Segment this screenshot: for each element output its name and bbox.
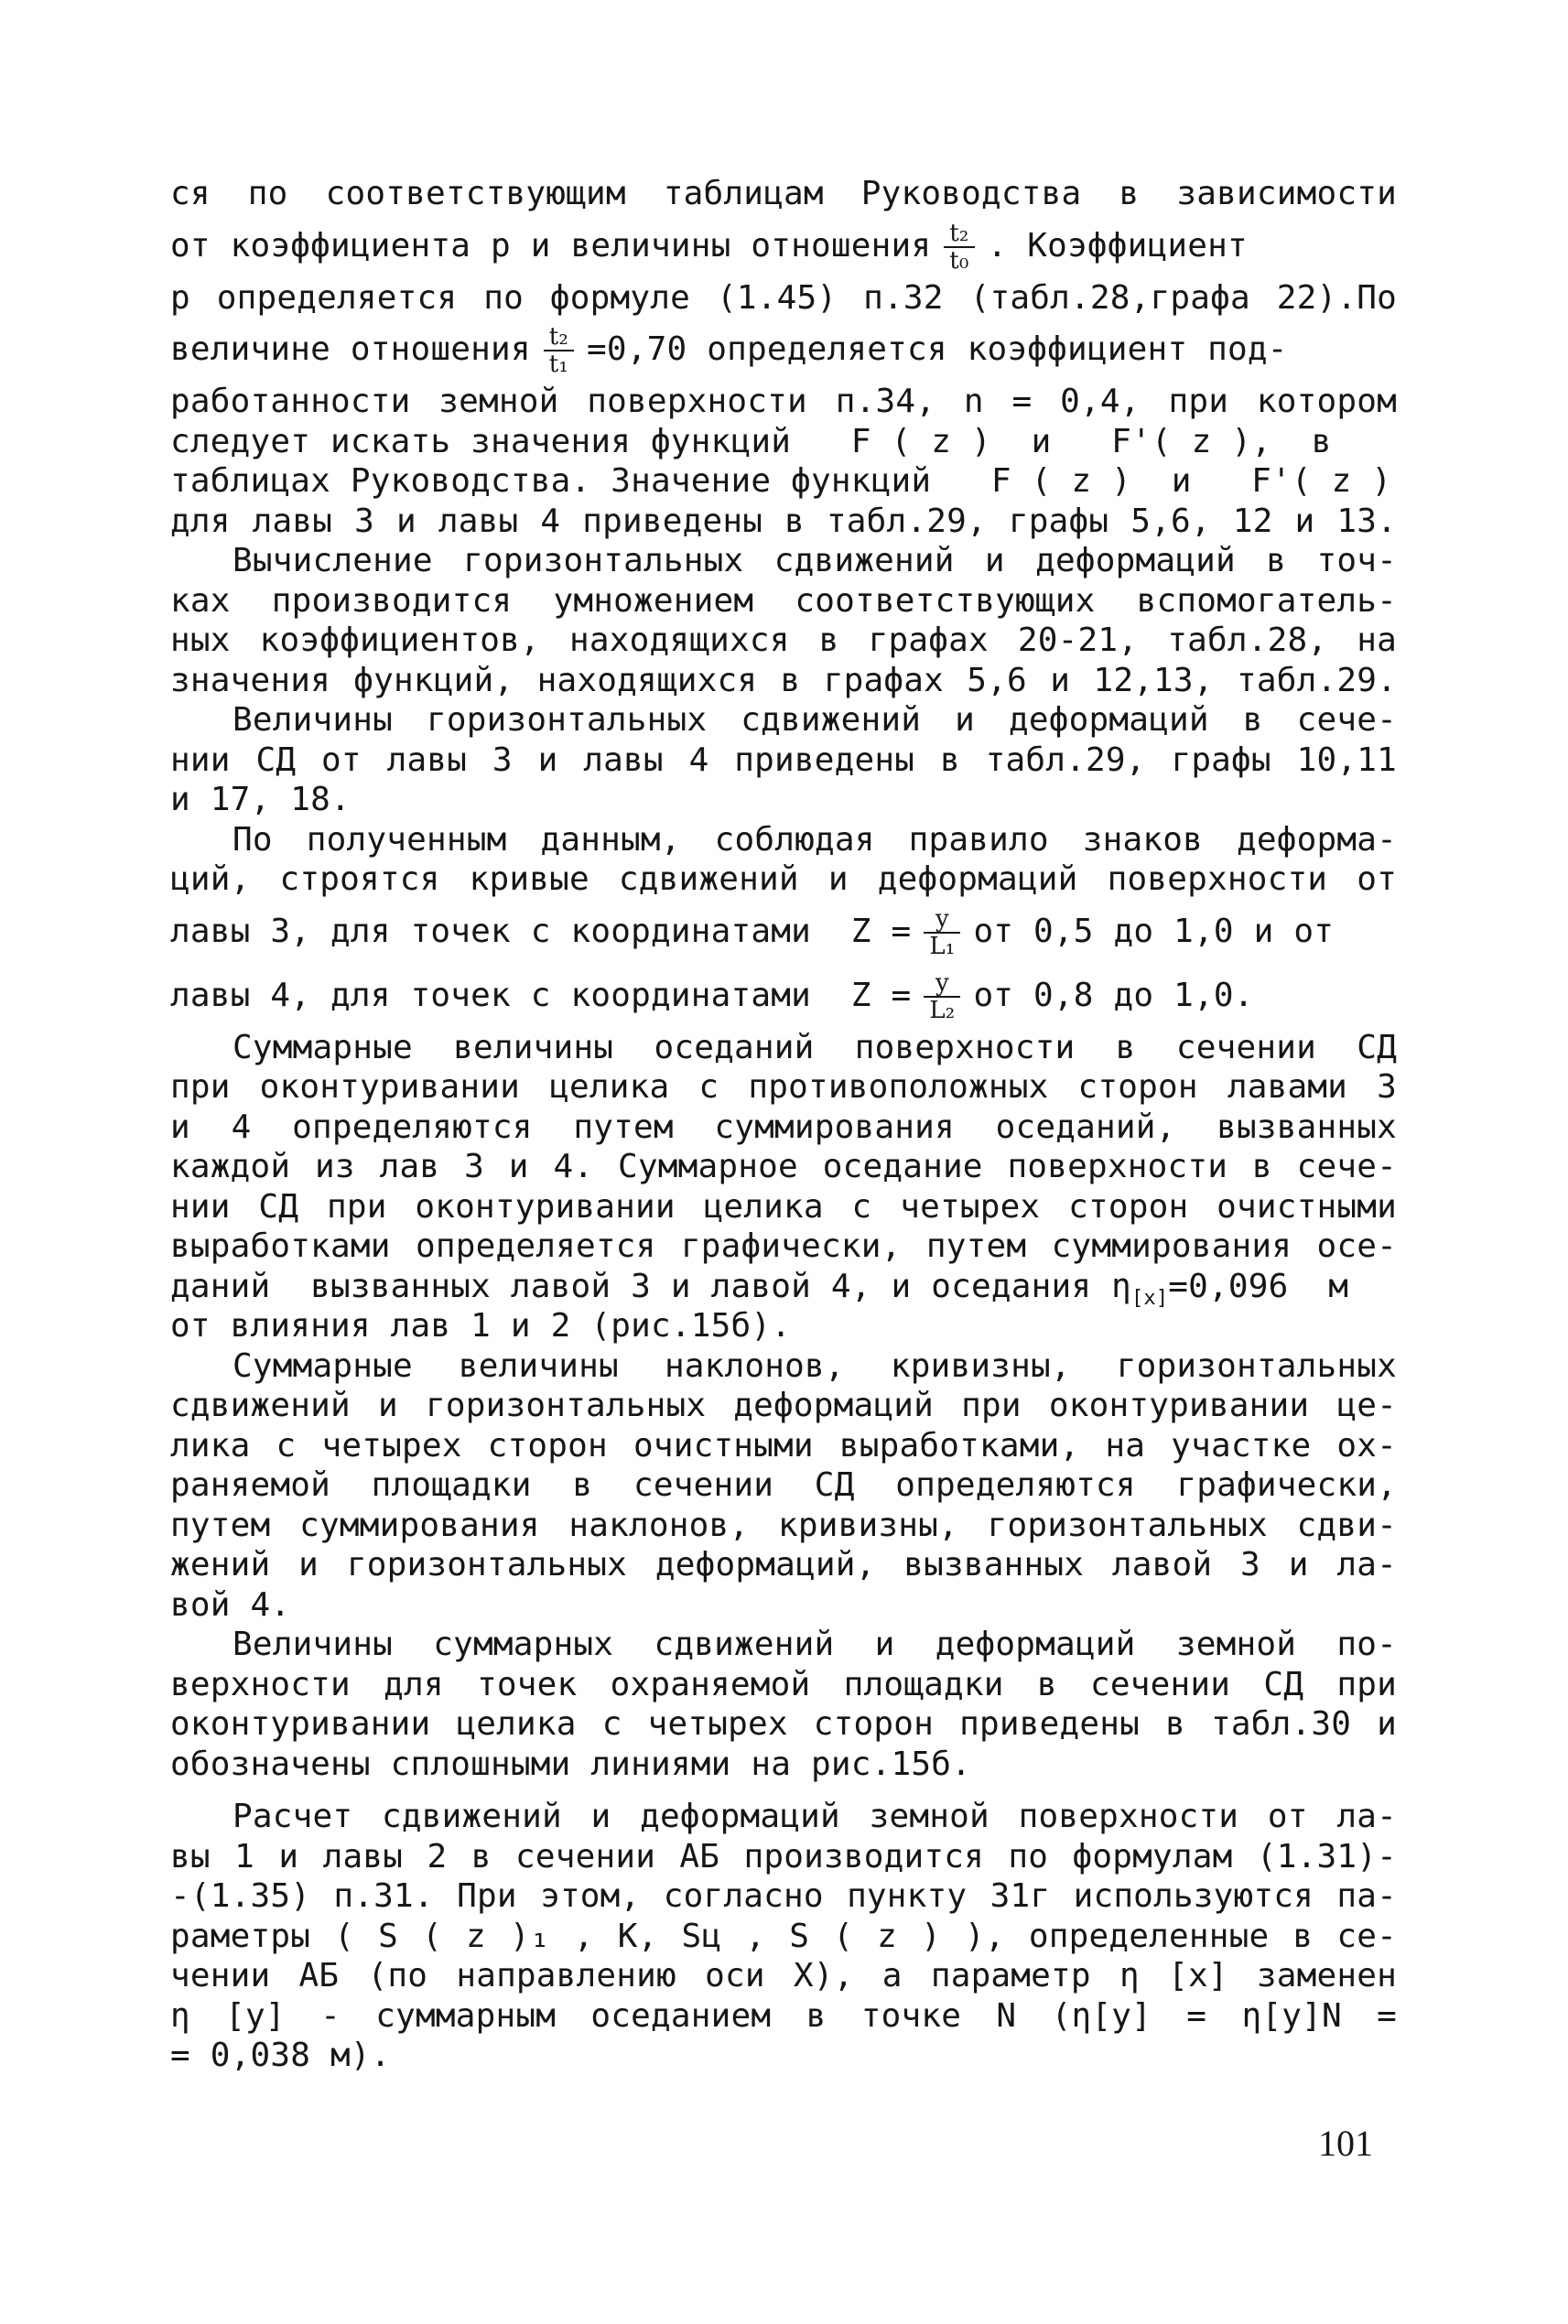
- text-line: [170, 214, 1397, 278]
- text-line: = 0,038 м).: [170, 2037, 391, 2074]
- text-line: каждой из лав 3 и 4. Суммарное оседание поверхности в сече-: [170, 1148, 1397, 1185]
- text-segment: . Коэффициент: [987, 226, 1248, 265]
- text-line: следует искать значения функций F ( z ) и F'( z ), в: [170, 422, 1332, 460]
- text-line: при оконтуривании целика с противоположных сторон лавами 3: [170, 1068, 1397, 1106]
- text-line: р определяется по формуле (1.45) п.32 (табл.28,графа 22).По: [170, 278, 1397, 317]
- text-line: от влияния лав 1 и 2 (рис.15б).: [170, 1307, 792, 1345]
- text-segment: от 0,5 до 1,0 и от: [973, 912, 1335, 950]
- text-line: обозначены сплошными линиями на рис.15б.: [170, 1745, 971, 1783]
- text-line: Суммарные величины наклонов, кривизны, горизонтальных: [232, 1346, 1397, 1385]
- text-line: Расчет сдвижений и деформаций земной поверхности от ла-: [232, 1798, 1397, 1835]
- text-line: для лавы 3 и лавы 4 приведены в табл.29, графы 5,6, 12 и 13.: [170, 502, 1397, 540]
- page-body: [170, 174, 1397, 2076]
- text-line: выработками определяется графически, путем суммирования осе-: [170, 1227, 1397, 1265]
- text-line: жений и горизонтальных деформаций, вызванных лавой 3 и ла-: [170, 1546, 1397, 1584]
- text-line: ных коэффициентов, находящихся в графах 20-21, табл.28, на: [170, 622, 1397, 659]
- text-line: нии СД при оконтуривании целика с четырех сторон очистными: [170, 1187, 1397, 1226]
- text-line: путем суммирования наклонов, кривизны, горизонтальных сдви-: [170, 1506, 1397, 1544]
- text-line: и 4 определяются путем суммирования оседаний, вызванных: [170, 1108, 1397, 1146]
- fraction-y-L2: [924, 970, 960, 1023]
- text-segment: лавы 3, для точек с координатами Z =: [170, 912, 912, 950]
- text-line: Вычисление горизонтальных сдвижений и деформаций в точ-: [232, 542, 1397, 579]
- text-line: лика с четырех сторон очистными выработками, на участке ох-: [170, 1426, 1397, 1465]
- text-line: [170, 964, 1397, 1028]
- text-line: оконтуривании целика с четырех сторон приведены в табл.30 и: [170, 1705, 1397, 1743]
- fraction-numerator: t₂: [944, 221, 974, 248]
- text-line: значения функций, находящихся в графах 5,6 и 12,13, табл.29.: [170, 661, 1397, 699]
- fraction-y-L1: [924, 906, 960, 959]
- text-line: По полученным данным, соблюдая правило знаков деформа-: [232, 820, 1397, 859]
- text-line: ций, строятся кривые сдвижений и деформаций поверхности от: [170, 860, 1397, 898]
- text-segment: =0,70 определяется коэффициент под-: [587, 330, 1288, 368]
- fraction-denominator: L₁: [929, 932, 956, 960]
- page-number: 101: [1318, 2123, 1373, 2164]
- text-segment: от коэффициента р и величины отношения: [170, 226, 932, 265]
- text-line: [170, 900, 1397, 964]
- fraction-t2-t0: [944, 221, 974, 274]
- text-line: η [y] - суммарным оседанием в точке N (η[y] = η[y]N =: [170, 1996, 1397, 2035]
- fraction-numerator: y: [924, 906, 960, 934]
- fraction-numerator: t₂: [544, 324, 574, 351]
- text-line: вой 4.: [170, 1585, 291, 1624]
- text-line: ках производится умножением соответствующих вспомогатель-: [170, 581, 1397, 620]
- text-line: Суммарные величины оседаний поверхности в сечении СД: [232, 1028, 1397, 1066]
- fraction-numerator: y: [924, 970, 960, 998]
- text-line: [170, 1267, 1397, 1310]
- text-line: Величины горизонтальных сдвижений и деформаций в сече-: [232, 701, 1397, 739]
- fraction-t2-t1: [544, 324, 574, 377]
- text-segment: даний вызванных лавой 3 и лавой 4, и оседания η: [170, 1267, 1131, 1305]
- text-line: [170, 318, 1397, 382]
- text-line: ся по соответствующим таблицам Руководства в зависимости: [170, 175, 1397, 212]
- text-line: чении АБ (по направлению оси X), а параметр η [x] заменен: [170, 1957, 1397, 1994]
- text-line: -(1.35) п.31. При этом, согласно пункту 31г используются па-: [170, 1877, 1397, 1915]
- text-line: таблицах Руководства. Значение функций F ( z ) и F'( z ): [170, 462, 1392, 500]
- text-line: раметры ( S ( z )₁ , K, Sц , S ( z ) ), определенные в се-: [170, 1917, 1397, 1955]
- fraction-denominator: t₁: [548, 351, 569, 378]
- text-line: раняемой площадки в сечении СД определяются графически,: [170, 1466, 1397, 1504]
- text-segment: =0,096 м: [1168, 1267, 1349, 1305]
- subscript: [x]: [1130, 1286, 1169, 1310]
- text-line: работанности земной поверхности п.34, n = 0,4, при котором: [170, 383, 1397, 420]
- text-segment: от 0,8 до 1,0.: [973, 976, 1254, 1014]
- text-line: Величины суммарных сдвижений и деформаций земной по-: [232, 1626, 1397, 1663]
- fraction-denominator: t₀: [949, 246, 969, 275]
- text-line: сдвижений и горизонтальных деформаций при оконтуривании це-: [170, 1387, 1397, 1424]
- fraction-denominator: L₂: [929, 996, 956, 1024]
- text-segment: лавы 4, для точек с координатами Z =: [170, 976, 912, 1014]
- text-line: вы 1 и лавы 2 в сечении АБ производится по формулам (1.31)-: [170, 1837, 1397, 1875]
- text-line: и 17, 18.: [170, 781, 351, 818]
- text-line: верхности для точек охраняемой площадки в сечении СД при: [170, 1665, 1397, 1703]
- text-line: нии СД от лавы 3 и лавы 4 приведены в табл.29, графы 10,11: [170, 740, 1397, 779]
- text-segment: величине отношения: [170, 330, 531, 368]
